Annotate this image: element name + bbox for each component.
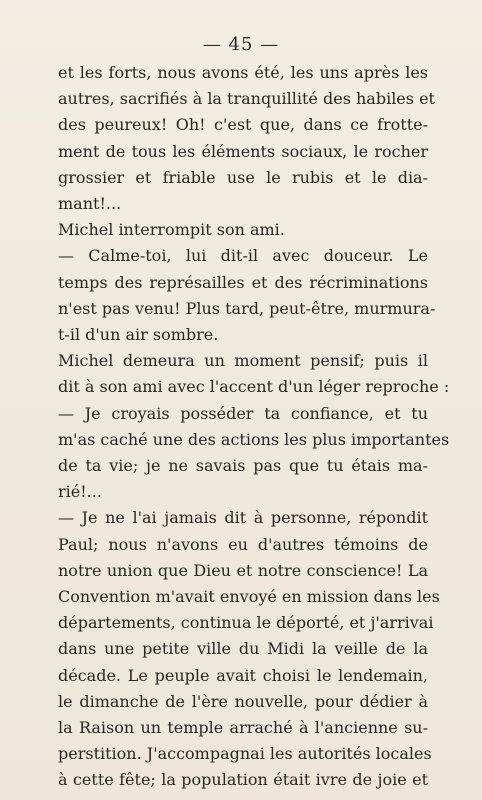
text-line: m'as caché une des actions les plus importantes [58,429,450,449]
text-line: n'est pas venu! Plus tard, peut-être, murmura- [58,298,436,318]
text-line: — Je ne l'ai jamais dit à personne, répondit [58,508,428,528]
page-number: — 45 — [202,34,280,55]
text-line: Convention m'avait envoyé en mission dans les [58,587,440,607]
text-line: décade. Le peuple avait choisi le lendemain, [58,665,428,685]
text-line: et les forts, nous avons été, les uns après les [58,63,428,82]
text-line: Michel interrompit son ami. [58,220,285,240]
text-line: le dimanche de l'ère nouvelle, pour dédier à [58,691,428,711]
text-line: rié!... [58,482,102,502]
text-line: mant!... [58,194,122,214]
text-line: t-il d'un air sombre. [58,325,219,345]
text-line: grossier et friable use le rubis et le dia- [58,167,428,187]
text-line: dit à son ami avec l'accent d'un léger reproche : [58,377,450,397]
text-line: Paul; nous n'avons eu d'autres témoins de [58,534,428,554]
text-line: Michel demeura un moment pensif; puis il [58,351,428,371]
body-text [58,60,450,794]
text-line: notre union que Dieu et notre conscience! La [58,560,428,580]
text-line: — Je croyais posséder ta confiance, et tu [58,403,428,423]
text-line: des peureux! Oh! c'est que, dans ce frotte- [58,115,428,135]
text-line: perstition. J'accompagnai les autorités locales [58,744,432,764]
text-line: à cette fête; la population était ivre de joie et [58,770,428,790]
text-line: autres, sacrifiés à la tranquillité des habiles et [58,89,435,109]
text-line: de ta vie; je ne savais pas que tu étais ma- [58,456,428,476]
text-line: départements, continua le déporté, et j'arrivai [58,613,434,633]
text-line: ment de tous les éléments sociaux, le rocher [58,141,428,161]
text-line: dans une petite ville du Midi la veille de la [58,639,428,659]
text-line: — Calme-toi, lui dit-il avec douceur. Le [58,246,428,266]
text-line: la Raison un temple arraché à l'ancienne su- [58,718,428,738]
text-line: temps des représailles et des récriminations [58,272,428,292]
